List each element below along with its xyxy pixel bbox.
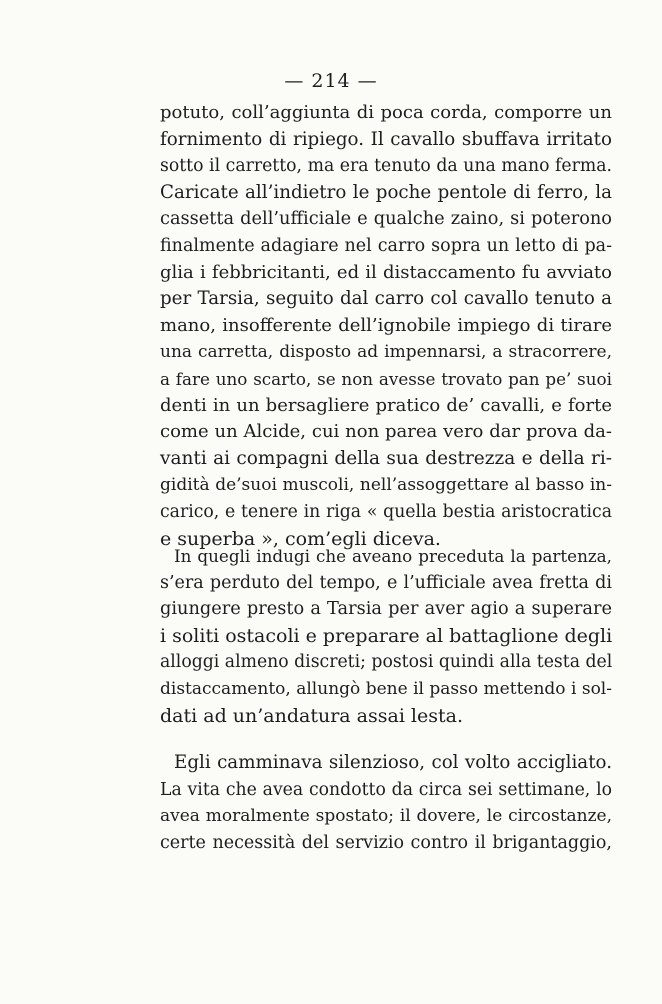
text-line: a fare uno scarto, se non avesse trovato pan pe’ suoi: [160, 368, 612, 389]
text-line: s’era perduto del tempo, e l’ufficiale avea fretta di: [160, 572, 612, 593]
text-line: glia i febbricitanti, ed il distaccamento fu avviato: [160, 261, 612, 283]
text-line: certe necessità del servizio contro il brigantaggio,: [160, 832, 612, 853]
paragraph-2: [160, 543, 612, 729]
text-line: fornimento di ripiego. Il cavallo sbuffava irritato: [160, 128, 612, 150]
text-line: carico, e tenere in riga « quella bestia aristocratica: [160, 501, 612, 522]
text-line: come un Alcide, cui non parea vero dar prova da-: [160, 421, 612, 443]
text-line: denti in un bersagliere pratico de’ cavalli, e forte: [160, 394, 612, 416]
text-line: finalmente adagiare nel carro sopra un letto di pa-: [160, 235, 612, 256]
text-line: potuto, coll’aggiunta di poca corda, comporre un: [160, 102, 612, 123]
text-line: per Tarsia, seguito dal carro col cavallo tenuto a: [160, 288, 612, 310]
text-line: i soliti ostacoli e preparare al battaglione degli: [160, 624, 613, 647]
text-line: La vita che avea condotto da circa sei settimane, lo: [160, 779, 612, 800]
text-line: giungere presto a Tarsia per aver agio a superare: [160, 599, 612, 620]
text-line: In quegli indugi che aveano preceduta la partenza,: [174, 546, 612, 566]
text-line: vanti ai compagni della sua destrezza e della ri-: [160, 447, 612, 469]
text-line: dati ad un’andatura assai lesta.: [160, 704, 464, 727]
paragraph-3: [160, 750, 612, 856]
text-line: Egli camminava silenzioso, col volto accigliato.: [174, 752, 612, 773]
text-line: avea moralmente spostato; il dovere, le circostanze,: [160, 806, 612, 827]
text-line: cassetta dell’ufficiale e qualche zaino, si poterono: [160, 209, 612, 230]
paragraph-1: [160, 100, 612, 552]
text-line: gidità de’suoi muscoli, nell’assoggettare al basso in-: [160, 475, 612, 496]
text-line: distaccamento, allungò bene il passo mettendo i sol-: [160, 678, 612, 699]
text-line: sotto il carretto, ma era tenuto da una mano ferma.: [160, 156, 612, 177]
text-line: una carretta, disposto ad impennarsi, a stracorrere,: [160, 342, 612, 363]
text-line: mano, insofferente dell’ignobile impiego di tirare: [160, 314, 612, 336]
page-number: — 214 —: [284, 70, 378, 92]
text-line: alloggi almeno discreti; postosi quindi alla testa del: [160, 652, 613, 673]
text-line: Caricate all’indietro le poche pentole di ferro, la: [160, 181, 612, 203]
text-line: e superba », com’egli diceva.: [160, 527, 441, 550]
